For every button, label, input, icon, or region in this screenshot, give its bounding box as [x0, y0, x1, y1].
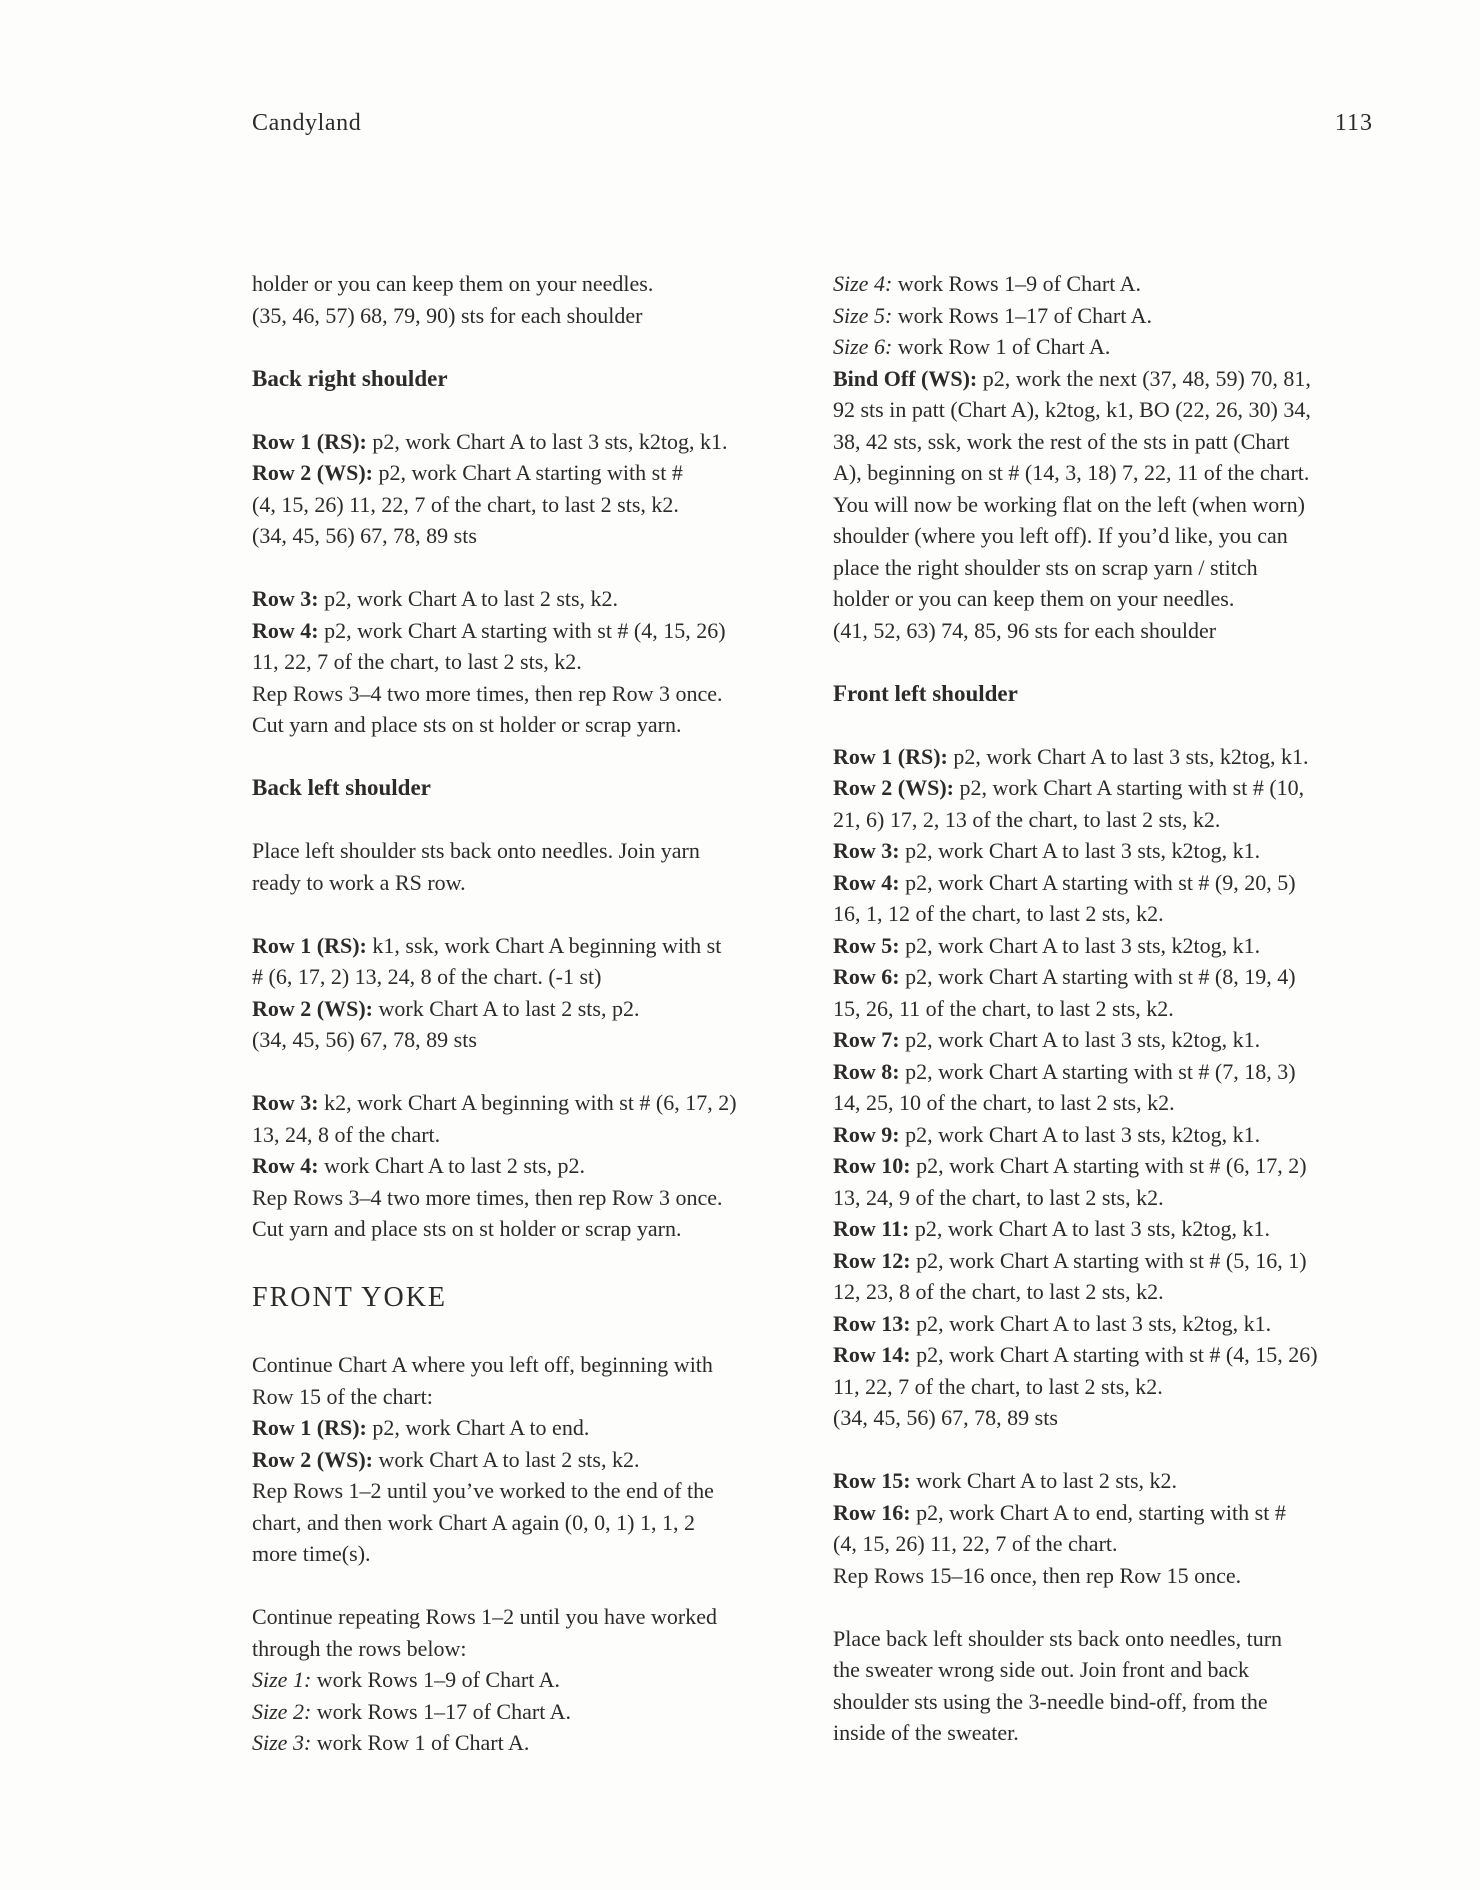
bold-text: Row 2 (WS): — [252, 1446, 373, 1472]
text-line — [833, 1024, 1385, 1056]
text-line — [252, 930, 804, 962]
subsection-heading: Back left shoulder — [252, 775, 431, 800]
text-line — [833, 426, 1385, 458]
body-text: shoulder sts using the 3-needle bind-off, from the — [833, 1688, 1268, 1714]
text-line — [833, 1654, 1385, 1686]
body-text: Place back left shoulder sts back onto needles, turn — [833, 1625, 1283, 1651]
body-text: place the right shoulder sts on scrap yarn / stitch — [833, 554, 1258, 580]
body-text: 11, 22, 7 of the chart, to last 2 sts, k2. — [833, 1373, 1163, 1399]
body-text: 38, 42 sts, ssk, work the rest of the sts in patt (Chart — [833, 428, 1290, 454]
text-line — [252, 1381, 804, 1413]
bold-text: Row 14: — [833, 1342, 911, 1367]
text-line — [833, 457, 1385, 489]
text-line — [252, 1475, 804, 1507]
right-column — [833, 268, 1385, 1780]
text-line — [833, 552, 1385, 584]
text-line — [833, 1402, 1385, 1434]
text-line — [833, 1717, 1385, 1749]
body-text: k1, ssk, work Chart A beginning with st — [366, 932, 722, 958]
text-line — [833, 1245, 1385, 1277]
bold-text: Row 4: — [252, 1153, 319, 1178]
body-text: 14, 25, 10 of the chart, to last 2 sts, k2. — [833, 1090, 1175, 1115]
text-line — [833, 835, 1385, 867]
body-text: p2, work Chart A to last 3 sts, k2tog, k1. — [899, 1027, 1261, 1052]
text-line — [833, 1213, 1385, 1245]
body-text: 13, 24, 8 of the chart. — [252, 1121, 441, 1147]
bold-text: Row 2 (WS): — [252, 995, 373, 1021]
paragraph — [833, 1623, 1385, 1749]
text-line — [252, 1349, 804, 1381]
text-line — [252, 646, 804, 678]
bold-text: Row 4: — [833, 869, 900, 895]
body-text: Continue repeating Rows 1–2 until you have worked — [252, 1604, 717, 1629]
body-text: (34, 45, 56) 67, 78, 89 sts — [252, 523, 477, 548]
italic-text: Size 6: — [833, 334, 893, 359]
text-line — [252, 1213, 804, 1245]
bold-text: Row 3: — [833, 838, 900, 863]
body-text: holder or you can keep them on your needles. — [252, 271, 654, 296]
bold-text: Row 13: — [833, 1310, 911, 1336]
text-line — [833, 1623, 1385, 1655]
section-heading: FRONT YOKE — [252, 1281, 448, 1313]
body-text: p2, work Chart A to last 3 sts, k2tog, k1. — [909, 1216, 1270, 1241]
text-line — [833, 1276, 1385, 1308]
body-text: p2, work Chart A starting with st # (5, 16, 1) — [910, 1247, 1307, 1273]
left-column — [252, 268, 804, 1790]
body-text: (35, 46, 57) 68, 79, 90) sts for each shoulder — [252, 302, 643, 328]
bold-text: Row 8: — [833, 1058, 900, 1084]
body-text: 21, 6) 17, 2, 13 of the chart, to last 2 sts, k2. — [833, 806, 1221, 832]
text-line — [833, 583, 1385, 615]
body-text: inside of the sweater. — [833, 1720, 1019, 1745]
bold-text: Row 2 (WS): — [252, 460, 373, 485]
text-line — [833, 772, 1385, 804]
text-line — [252, 678, 804, 710]
text-line — [252, 457, 804, 489]
text-line — [833, 520, 1385, 552]
paragraph — [252, 835, 804, 898]
body-text: Place left shoulder sts back onto needles. Join yarn — [252, 838, 700, 863]
bold-text: Row 1 (RS): — [252, 428, 367, 454]
body-text: p2, work Chart A to end. — [366, 1415, 590, 1440]
body-text: (4, 15, 26) 11, 22, 7 of the chart, to last 2 sts, k2. — [252, 491, 679, 517]
bold-text: Row 16: — [833, 1499, 911, 1525]
body-text: work Rows 1–9 of Chart A. — [892, 271, 1141, 296]
text-line — [252, 1150, 804, 1182]
bold-text: Row 6: — [833, 964, 900, 989]
italic-text: Size 4: — [833, 271, 893, 296]
body-text: 15, 26, 11 of the chart, to last 2 sts, k2. — [833, 995, 1174, 1021]
text-line — [833, 804, 1385, 836]
body-text: p2, work Chart A starting with st # (4, 15, 26) — [910, 1342, 1318, 1367]
text-line — [833, 1371, 1385, 1403]
text-line — [833, 1560, 1385, 1592]
text-line — [252, 1182, 804, 1214]
body-text: p2, work Chart A to last 3 sts, k2tog, k1. — [947, 743, 1309, 769]
body-text: Cut yarn and place sts on st holder or scrap yarn. — [252, 1216, 682, 1241]
subsection-heading: Front left shoulder — [833, 680, 1018, 706]
body-text: work Row 1 of Chart A. — [311, 1730, 530, 1755]
body-text: ready to work a RS row. — [252, 869, 466, 895]
bold-text: Row 3: — [252, 1090, 319, 1115]
bold-text: Row 1 (RS): — [833, 743, 948, 769]
body-text: p2, work Chart A starting with st # (6, 17, 2) — [910, 1153, 1307, 1178]
text-line — [252, 1601, 804, 1633]
italic-text: Size 2: — [252, 1698, 312, 1724]
text-line — [833, 993, 1385, 1025]
text-line — [833, 1339, 1385, 1371]
bold-text: Row 15: — [833, 1468, 911, 1493]
body-text: Continue Chart A where you left off, beginning with — [252, 1352, 713, 1377]
body-text: Row 15 of the chart: — [252, 1383, 433, 1409]
text-line — [252, 1633, 804, 1665]
body-text: Rep Rows 15–16 once, then rep Row 15 once. — [833, 1562, 1242, 1588]
text-line — [252, 268, 804, 300]
body-text: work Chart A to last 2 sts, k2. — [910, 1468, 1178, 1493]
subsection-heading: Back right shoulder — [252, 365, 448, 391]
body-text: p2, work Chart A to last 2 sts, k2. — [318, 586, 619, 611]
text-line — [833, 1182, 1385, 1214]
text-line — [252, 426, 804, 458]
body-text: work Rows 1–9 of Chart A. — [311, 1667, 560, 1692]
text-line — [252, 300, 804, 332]
paragraph — [833, 741, 1385, 1434]
body-text: the sweater wrong side out. Join front and back — [833, 1657, 1250, 1682]
text-line — [252, 993, 804, 1025]
bold-text: Row 1 (RS): — [252, 1415, 367, 1440]
body-text: (34, 45, 56) 67, 78, 89 sts — [833, 1405, 1058, 1430]
body-text: p2, work Chart A to last 3 sts, k2tog, k1. — [910, 1310, 1272, 1336]
text-line — [252, 1727, 804, 1759]
paragraph — [252, 583, 804, 741]
text-line — [252, 1538, 804, 1570]
body-text: 16, 1, 12 of the chart, to last 2 sts, k2. — [833, 901, 1164, 926]
body-text: Rep Rows 1–2 until you’ve worked to the end of the — [252, 1478, 714, 1503]
bold-text: Row 5: — [833, 932, 900, 958]
paragraph — [252, 1349, 804, 1570]
text-line — [252, 1412, 804, 1444]
body-text: shoulder (where you left off). If you’d like, you can — [833, 523, 1288, 548]
body-text: more time(s). — [252, 1541, 371, 1566]
text-line — [833, 1497, 1385, 1529]
paragraph — [252, 268, 804, 331]
bold-text: Row 3: — [252, 586, 319, 611]
text-line — [833, 615, 1385, 647]
text-line — [252, 961, 804, 993]
body-text: p2, work Chart A starting with st # — [373, 460, 683, 485]
bold-text: Row 1 (RS): — [252, 932, 367, 958]
bold-text: Row 11: — [833, 1216, 910, 1241]
bold-text: Row 7: — [833, 1027, 900, 1052]
paragraph — [833, 1465, 1385, 1591]
text-line — [833, 961, 1385, 993]
body-text: A), beginning on st # (14, 3, 18) 7, 22, 11 of the chart. — [833, 460, 1310, 485]
bold-text: Row 12: — [833, 1247, 911, 1273]
body-text: (34, 45, 56) 67, 78, 89 sts — [252, 1027, 477, 1052]
body-text: Rep Rows 3–4 two more times, then rep Row 3 once. — [252, 680, 723, 706]
body-text: 11, 22, 7 of the chart, to last 2 sts, k2. — [252, 649, 582, 674]
body-text: p2, work Chart A starting with st # (10, — [954, 775, 1305, 800]
body-text: p2, work Chart A starting with st # (8, 19, 4) — [899, 964, 1296, 989]
body-text: work Chart A to last 2 sts, p2. — [373, 995, 640, 1021]
text-line — [833, 489, 1385, 521]
body-text: p2, work Chart A to last 3 sts, k2tog, k1. — [366, 428, 728, 454]
text-line — [252, 583, 804, 615]
body-text: (41, 52, 63) 74, 85, 96 sts for each shoulder — [833, 617, 1217, 643]
body-text: p2, work the next (37, 48, 59) 70, 81, — [977, 365, 1311, 391]
body-text: You will now be working flat on the left (when worn) — [833, 491, 1305, 517]
text-line — [833, 867, 1385, 899]
body-text: p2, work Chart A to last 3 sts, k2tog, k1. — [899, 838, 1261, 863]
text-line — [252, 520, 804, 552]
italic-text: Size 3: — [252, 1730, 312, 1755]
body-text: work Chart A to last 2 sts, k2. — [373, 1446, 640, 1472]
text-line — [833, 363, 1385, 395]
body-text: k2, work Chart A beginning with st # (6, 17, 2) — [318, 1090, 737, 1115]
text-line — [252, 1024, 804, 1056]
body-text: work Chart A to last 2 sts, p2. — [318, 1153, 586, 1178]
text-line — [833, 930, 1385, 962]
body-text: 12, 23, 8 of the chart, to last 2 sts, k2. — [833, 1279, 1164, 1304]
body-text: 13, 24, 9 of the chart, to last 2 sts, k2. — [833, 1184, 1164, 1210]
page-header — [252, 110, 1373, 137]
text-line — [252, 1444, 804, 1476]
text-line — [252, 1087, 804, 1119]
body-text: p2, work Chart A starting with st # (7, 18, 3) — [899, 1058, 1296, 1084]
text-line — [833, 1465, 1385, 1497]
text-line — [252, 615, 804, 647]
text-line — [833, 300, 1385, 332]
bold-text: Bind Off (WS): — [833, 365, 978, 391]
paragraph — [252, 426, 804, 552]
bold-text: Row 4: — [252, 617, 319, 643]
running-head: Candyland — [252, 110, 362, 136]
body-text: chart, and then work Chart A again (0, 0, 1) 1, 1, 2 — [252, 1509, 695, 1535]
text-line — [833, 331, 1385, 363]
body-text: p2, work Chart A to last 3 sts, k2tog, k1. — [899, 1121, 1261, 1147]
paragraph — [252, 1087, 804, 1245]
text-line — [833, 741, 1385, 773]
text-line — [252, 709, 804, 741]
text-line — [833, 268, 1385, 300]
italic-text: Size 1: — [252, 1667, 312, 1692]
body-text: through the rows below: — [252, 1635, 467, 1661]
text-line — [252, 1664, 804, 1696]
body-text: Cut yarn and place sts on st holder or scrap yarn. — [252, 712, 682, 737]
body-text: p2, work Chart A to end, starting with st # — [910, 1499, 1286, 1525]
body-text: (4, 15, 26) 11, 22, 7 of the chart. — [833, 1531, 1118, 1556]
paragraph — [833, 268, 1385, 646]
text-line — [833, 394, 1385, 426]
text-line — [833, 1087, 1385, 1119]
body-text: Rep Rows 3–4 two more times, then rep Row 3 once. — [252, 1184, 723, 1210]
text-line — [833, 898, 1385, 930]
text-line — [833, 1686, 1385, 1718]
bold-text: Row 9: — [833, 1121, 900, 1147]
body-text: # (6, 17, 2) 13, 24, 8 of the chart. (-1 st) — [252, 964, 602, 989]
body-text: p2, work Chart A starting with st # (9, 20, 5) — [899, 869, 1296, 895]
body-text: work Rows 1–17 of Chart A. — [311, 1698, 571, 1724]
text-line — [833, 1308, 1385, 1340]
text-line — [833, 1119, 1385, 1151]
bold-text: Row 10: — [833, 1153, 911, 1178]
text-line — [252, 489, 804, 521]
text-line — [833, 1056, 1385, 1088]
text-line — [833, 1150, 1385, 1182]
page-number: 113 — [1334, 110, 1373, 136]
text-line — [252, 1507, 804, 1539]
body-text: holder or you can keep them on your needles. — [833, 586, 1235, 611]
italic-text: Size 5: — [833, 302, 893, 328]
text-line — [252, 867, 804, 899]
text-line — [252, 1696, 804, 1728]
text-line — [252, 835, 804, 867]
paragraph — [252, 930, 804, 1056]
body-text: work Row 1 of Chart A. — [892, 334, 1111, 359]
body-text: 92 sts in patt (Chart A), k2tog, k1, BO (22, 26, 30) 34, — [833, 397, 1311, 422]
text-line — [252, 1119, 804, 1151]
bold-text: Row 2 (WS): — [833, 775, 954, 800]
body-text: p2, work Chart A to last 3 sts, k2tog, k1. — [899, 932, 1261, 958]
body-text: p2, work Chart A starting with st # (4, 15, 26) — [318, 617, 726, 643]
text-line — [833, 1528, 1385, 1560]
paragraph — [252, 1601, 804, 1759]
body-text: work Rows 1–17 of Chart A. — [892, 302, 1152, 328]
